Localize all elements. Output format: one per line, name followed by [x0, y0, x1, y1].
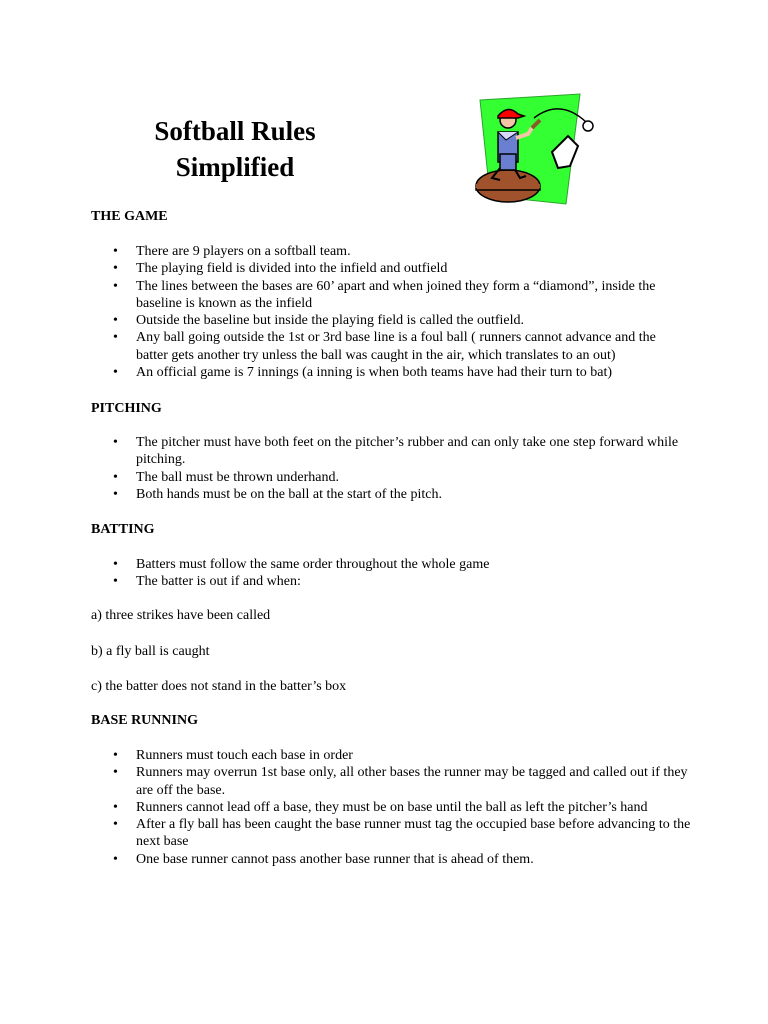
title-line-2: Simplified — [175, 152, 295, 182]
section-heading-pitching: PITCHING — [91, 401, 162, 416]
list-item: • Runners may overrun 1st base only, all other bases the runner may be tagged and called out if they are off the base. — [91, 764, 691, 799]
list-item: • The playing field is divided into the infield and outfield — [91, 260, 691, 277]
list-item: • The lines between the bases are 60’ apart and when joined they form a “diamond”, inside the baseline is known as the infield — [91, 278, 691, 313]
list-item: • Runners must touch each base in order — [91, 747, 691, 764]
list-item: • Any ball going outside the 1st or 3rd base line is a foul ball ( runners cannot advance and the batter gets another try unless the ball was caught in the air, which translates to an out) — [91, 329, 691, 364]
section-heading-the-game: THE GAME — [91, 209, 168, 224]
section-heading-batting: BATTING — [91, 522, 155, 537]
list-item: • The pitcher must have both feet on the pitcher’s rubber and can only take one step forward while pitching. — [91, 434, 691, 469]
out-condition-b: b) a fly ball is caught — [91, 644, 210, 659]
the-game-list — [91, 243, 691, 381]
list-item: • Batters must follow the same order throughout the whole game — [91, 556, 691, 573]
title-line-1: Softball Rules — [154, 116, 316, 146]
softball-batter-clipart — [470, 92, 602, 208]
list-item: • There are 9 players on a softball team. — [91, 243, 691, 260]
out-condition-a: a) three strikes have been called — [91, 608, 271, 623]
list-item: • After a fly ball has been caught the base runner must tag the occupied base before advancing to the next base — [91, 816, 691, 851]
list-item: • The ball must be thrown underhand. — [91, 469, 691, 486]
list-item: • An official game is 7 innings (a inning is when both teams have had their turn to bat) — [91, 364, 691, 381]
batting-list — [91, 556, 691, 591]
document-title — [110, 113, 360, 185]
list-item: • Runners cannot lead off a base, they must be on base until the ball as left the pitcher’s hand — [91, 799, 691, 816]
list-item: • The batter is out if and when: — [91, 573, 691, 590]
section-heading-base-running: BASE RUNNING — [91, 713, 198, 728]
base-running-list — [91, 747, 691, 868]
list-item: • Both hands must be on the ball at the start of the pitch. — [91, 486, 691, 503]
list-item: • Outside the baseline but inside the playing field is called the outfield. — [91, 312, 691, 329]
out-condition-c: c) the batter does not stand in the batter’s box — [91, 679, 347, 694]
pitching-list — [91, 434, 691, 503]
list-item: • One base runner cannot pass another base runner that is ahead of them. — [91, 851, 691, 868]
